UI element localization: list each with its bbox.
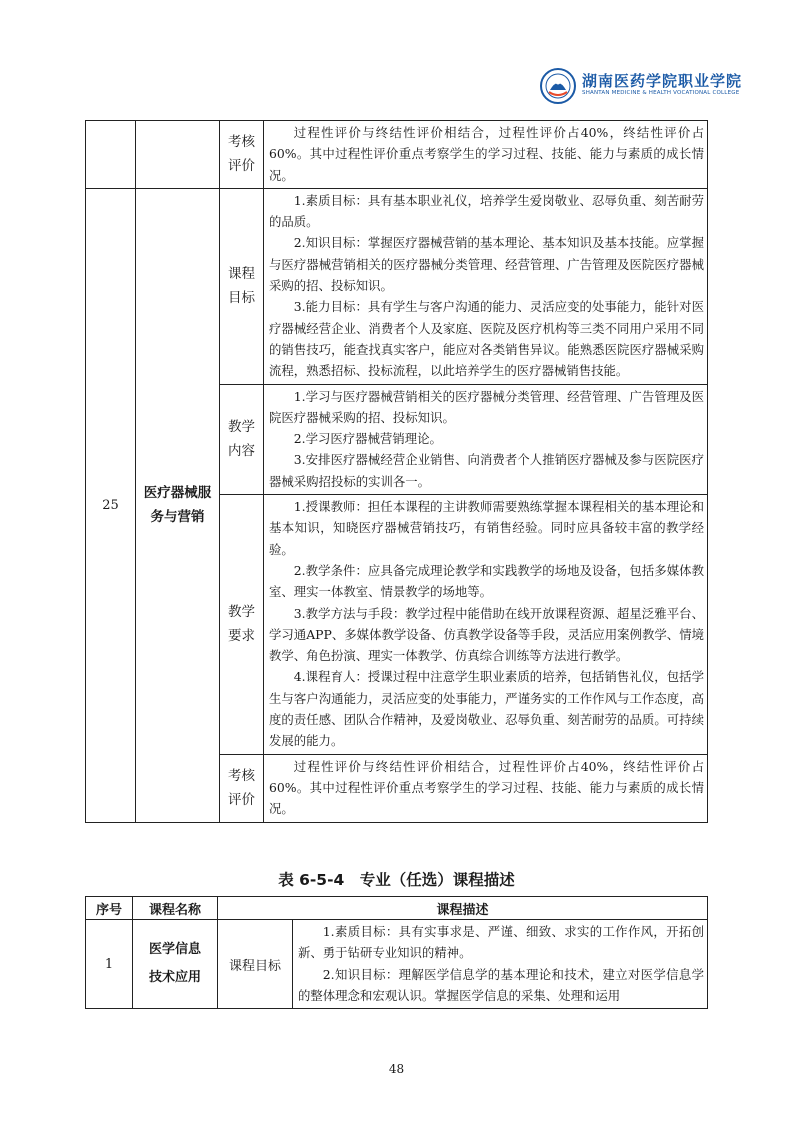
row-label: 教学 要求 bbox=[220, 495, 264, 755]
course-number: 25 bbox=[86, 188, 136, 822]
school-name: 湖南医药学院职业学院 bbox=[582, 72, 743, 90]
row-label: 考核 评价 bbox=[220, 121, 264, 189]
school-name-en: SHANTAN MEDICINE & HEALTH VOCATIONAL COLLEGE bbox=[582, 90, 740, 96]
row-label: 课程目标 bbox=[218, 920, 293, 1009]
school-emblem-icon bbox=[540, 68, 576, 104]
page-number: 48 bbox=[388, 1062, 405, 1076]
row-label: 考核 评价 bbox=[220, 754, 264, 822]
course-number: 1 bbox=[86, 920, 133, 1009]
table-row bbox=[86, 920, 708, 1009]
table-header-row bbox=[86, 897, 708, 920]
row-description: 1.授课教师：担任本课程的主讲教师需要熟练掌握本课程相关的基本理论和基本知识，知晓医疗器械营销技巧，有销售经验。同时应具备较丰富的教学经验。 2.教学条件：应具备完成理论教学和实践教学的场地及设备，包括多媒体教室、理实一体教室、情景教学的场地等。 3.教学方法与手段：教学过程中能借助在线开放课程资源、超星泛雅平台、学习通APP、多媒体教学设备、仿真教学设备等手段，灵活应用案例教学、情境教学、角色扮演、理实一体教学、仿真综合训练等方法进行教学。 4.课程育人：授课过程中注意学生职业素质的培养，包括销售礼仪，包括学生与客户沟通能力，灵活应变的处事能力，严谨务实的工作作风与工作态度，高度的责任感、团队合作精神，及爱岗敬业、忍辱负重、刻苦耐劳的品质。可持续发展的能力。 bbox=[264, 495, 708, 755]
header-course-name: 课程名称 bbox=[133, 897, 218, 920]
table-row bbox=[86, 121, 708, 189]
row-description: 1.学习与医疗器械营销相关的医疗器械分类管理、经营管理、广告管理及医院医疗器械采购的招、投标知识。 2.学习医疗器械营销理论。 3.安排医疗器械经营企业销售、向消费者个人推销医疗器械及参与医院医疗器械采购招投标的实训各一。 bbox=[264, 384, 708, 494]
row-description: 1.素质目标：具有实事求是、严谨、细致、求实的工作作风，开拓创新、勇于钻研专业知识的精神。 2.知识目标：理解医学信息学的基本理论和技术，建立对医学信息学的整体理念和宏观认识。掌握医学信息的采集、处理和运用 bbox=[293, 920, 708, 1009]
course-table-continued bbox=[85, 120, 708, 823]
table-caption: 表 6-5-4 专业（任选）课程描述 bbox=[278, 871, 515, 889]
course-name: 医疗器械服 务与营销 bbox=[136, 188, 220, 822]
table-row bbox=[86, 188, 708, 384]
row-description: 过程性评价与终结性评价相结合，过程性评价占40%，终结性评价占60%。其中过程性评价重点考察学生的学习过程、技能、能力与素质的成长情况。 bbox=[264, 754, 708, 822]
row-label: 教学 内容 bbox=[220, 384, 264, 494]
row-description: 1.素质目标：具有基本职业礼仪，培养学生爱岗敬业、忍辱负重、刻苦耐劳的品质。 2.知识目标：掌握医疗器械营销的基本理论、基本知识及基本技能。应掌握与医疗器械营销相关的医疗器械分类管理、经营管理、广告管理及医院医疗器械采购的招、投标知识。 3.能力目标：具有学生与客户沟通的能力、灵活应变的处事能力，能针对医疗器械经营企业、消费者个人及家庭、医院及医疗机构等三类不同用户采用不同的销售技巧，能查找真实客户，能应对各类销售异议。能熟悉医院医疗器械采购流程，熟悉招标、投标流程，以此培养学生的医疗器械销售技能。 bbox=[264, 188, 708, 384]
header-number: 序号 bbox=[86, 897, 133, 920]
college-logo bbox=[540, 68, 745, 104]
row-label: 课程 目标 bbox=[220, 188, 264, 384]
course-name: 医学信息 技术应用 bbox=[133, 920, 218, 1009]
elective-course-table bbox=[85, 896, 708, 1009]
header-description: 课程描述 bbox=[218, 897, 708, 920]
row-description: 过程性评价与终结性评价相结合，过程性评价占40%，终结性评价占60%。其中过程性评价重点考察学生的学习过程、技能、能力与素质的成长情况。 bbox=[264, 121, 708, 189]
